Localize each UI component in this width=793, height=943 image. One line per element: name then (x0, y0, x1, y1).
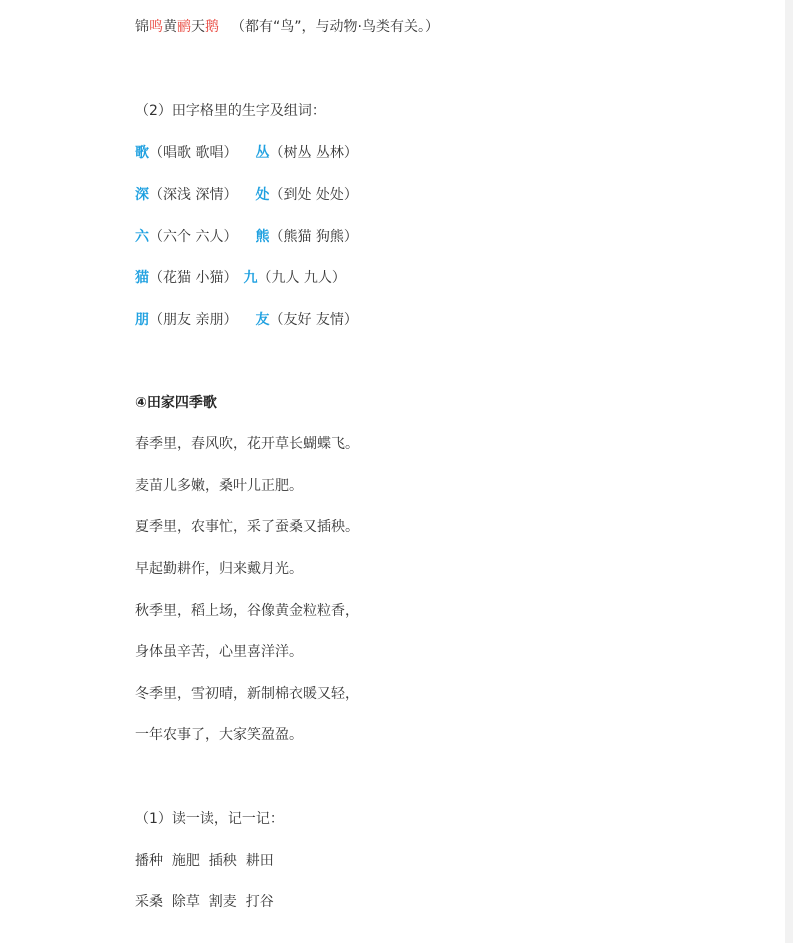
word-group-row (135, 227, 358, 247)
character: 友 (255, 312, 270, 328)
reading-words-row: 播种 施肥 插秧 耕田 (135, 853, 274, 869)
poem-line: 麦苗儿多嫩，桑叶儿正肥。 (135, 478, 303, 494)
section2-heading: （2）田字格里的生字及组词： (135, 103, 326, 119)
intro-note: （都有“鸟”，与动物·鸟类有关。） (231, 19, 439, 35)
character: 熊 (255, 229, 270, 245)
word-pair: （深浅 深情） (149, 187, 238, 203)
character: 歌 (135, 145, 149, 161)
poem-line: 冬季里，雪初晴，新制棉衣暖又轻， (135, 686, 359, 702)
word-group-row (135, 268, 346, 288)
poem-line: 秋季里，稻上场，谷像黄金粒粒香， (135, 603, 359, 619)
intro-char-4: 鹂 (177, 19, 191, 35)
word-group-row (135, 310, 358, 330)
character: 六 (135, 229, 149, 245)
word-group-row (135, 143, 358, 163)
poem-line: 身体虽辛苦，心里喜洋洋。 (135, 644, 303, 660)
poem-line: 一年农事了，大家笑盈盈。 (135, 727, 303, 743)
poem-title: ④田家四季歌 (135, 395, 217, 411)
character: 猫 (135, 270, 149, 286)
intro-char-6: 鹅 (205, 19, 219, 35)
reading-words-row: 采桑 除草 割麦 打谷 (135, 894, 274, 910)
poem-line: 早起勤耕作，归来戴月光。 (135, 561, 303, 577)
word-pair: （到处 处处） (269, 187, 358, 203)
character: 深 (135, 187, 149, 203)
intro-char-3: 黄 (163, 19, 177, 35)
word-pair: （花猫 小猫） (149, 270, 238, 286)
poem-line: 夏季里，农事忙，采了蚕桑又插秧。 (135, 519, 359, 535)
poem-line: 春季里，春风吹，花开草长蝴蝶飞。 (135, 436, 359, 452)
word-pair: （树丛 丛林） (269, 145, 358, 161)
word-pair: （友好 友情） (269, 312, 358, 328)
word-pair: （朋友 亲朋） (149, 312, 238, 328)
character: 九 (243, 270, 258, 286)
intro-char-2: 鸣 (149, 19, 163, 35)
word-pair: （熊猫 狗熊） (269, 229, 358, 245)
character: 朋 (135, 312, 149, 328)
page-edge-shadow (785, 0, 793, 943)
word-pair: （六个 六人） (149, 229, 238, 245)
word-pair: （九人 九人） (257, 270, 346, 286)
word-group-row (135, 185, 358, 205)
character: 丛 (255, 145, 270, 161)
intro-char-1: 锦 (135, 19, 149, 35)
word-pair: （唱歌 歌唱） (149, 145, 238, 161)
character: 处 (255, 187, 270, 203)
intro-char-5: 天 (191, 19, 205, 35)
reading-heading: （1）读一读，记一记： (135, 811, 284, 827)
intro-line (135, 17, 439, 37)
